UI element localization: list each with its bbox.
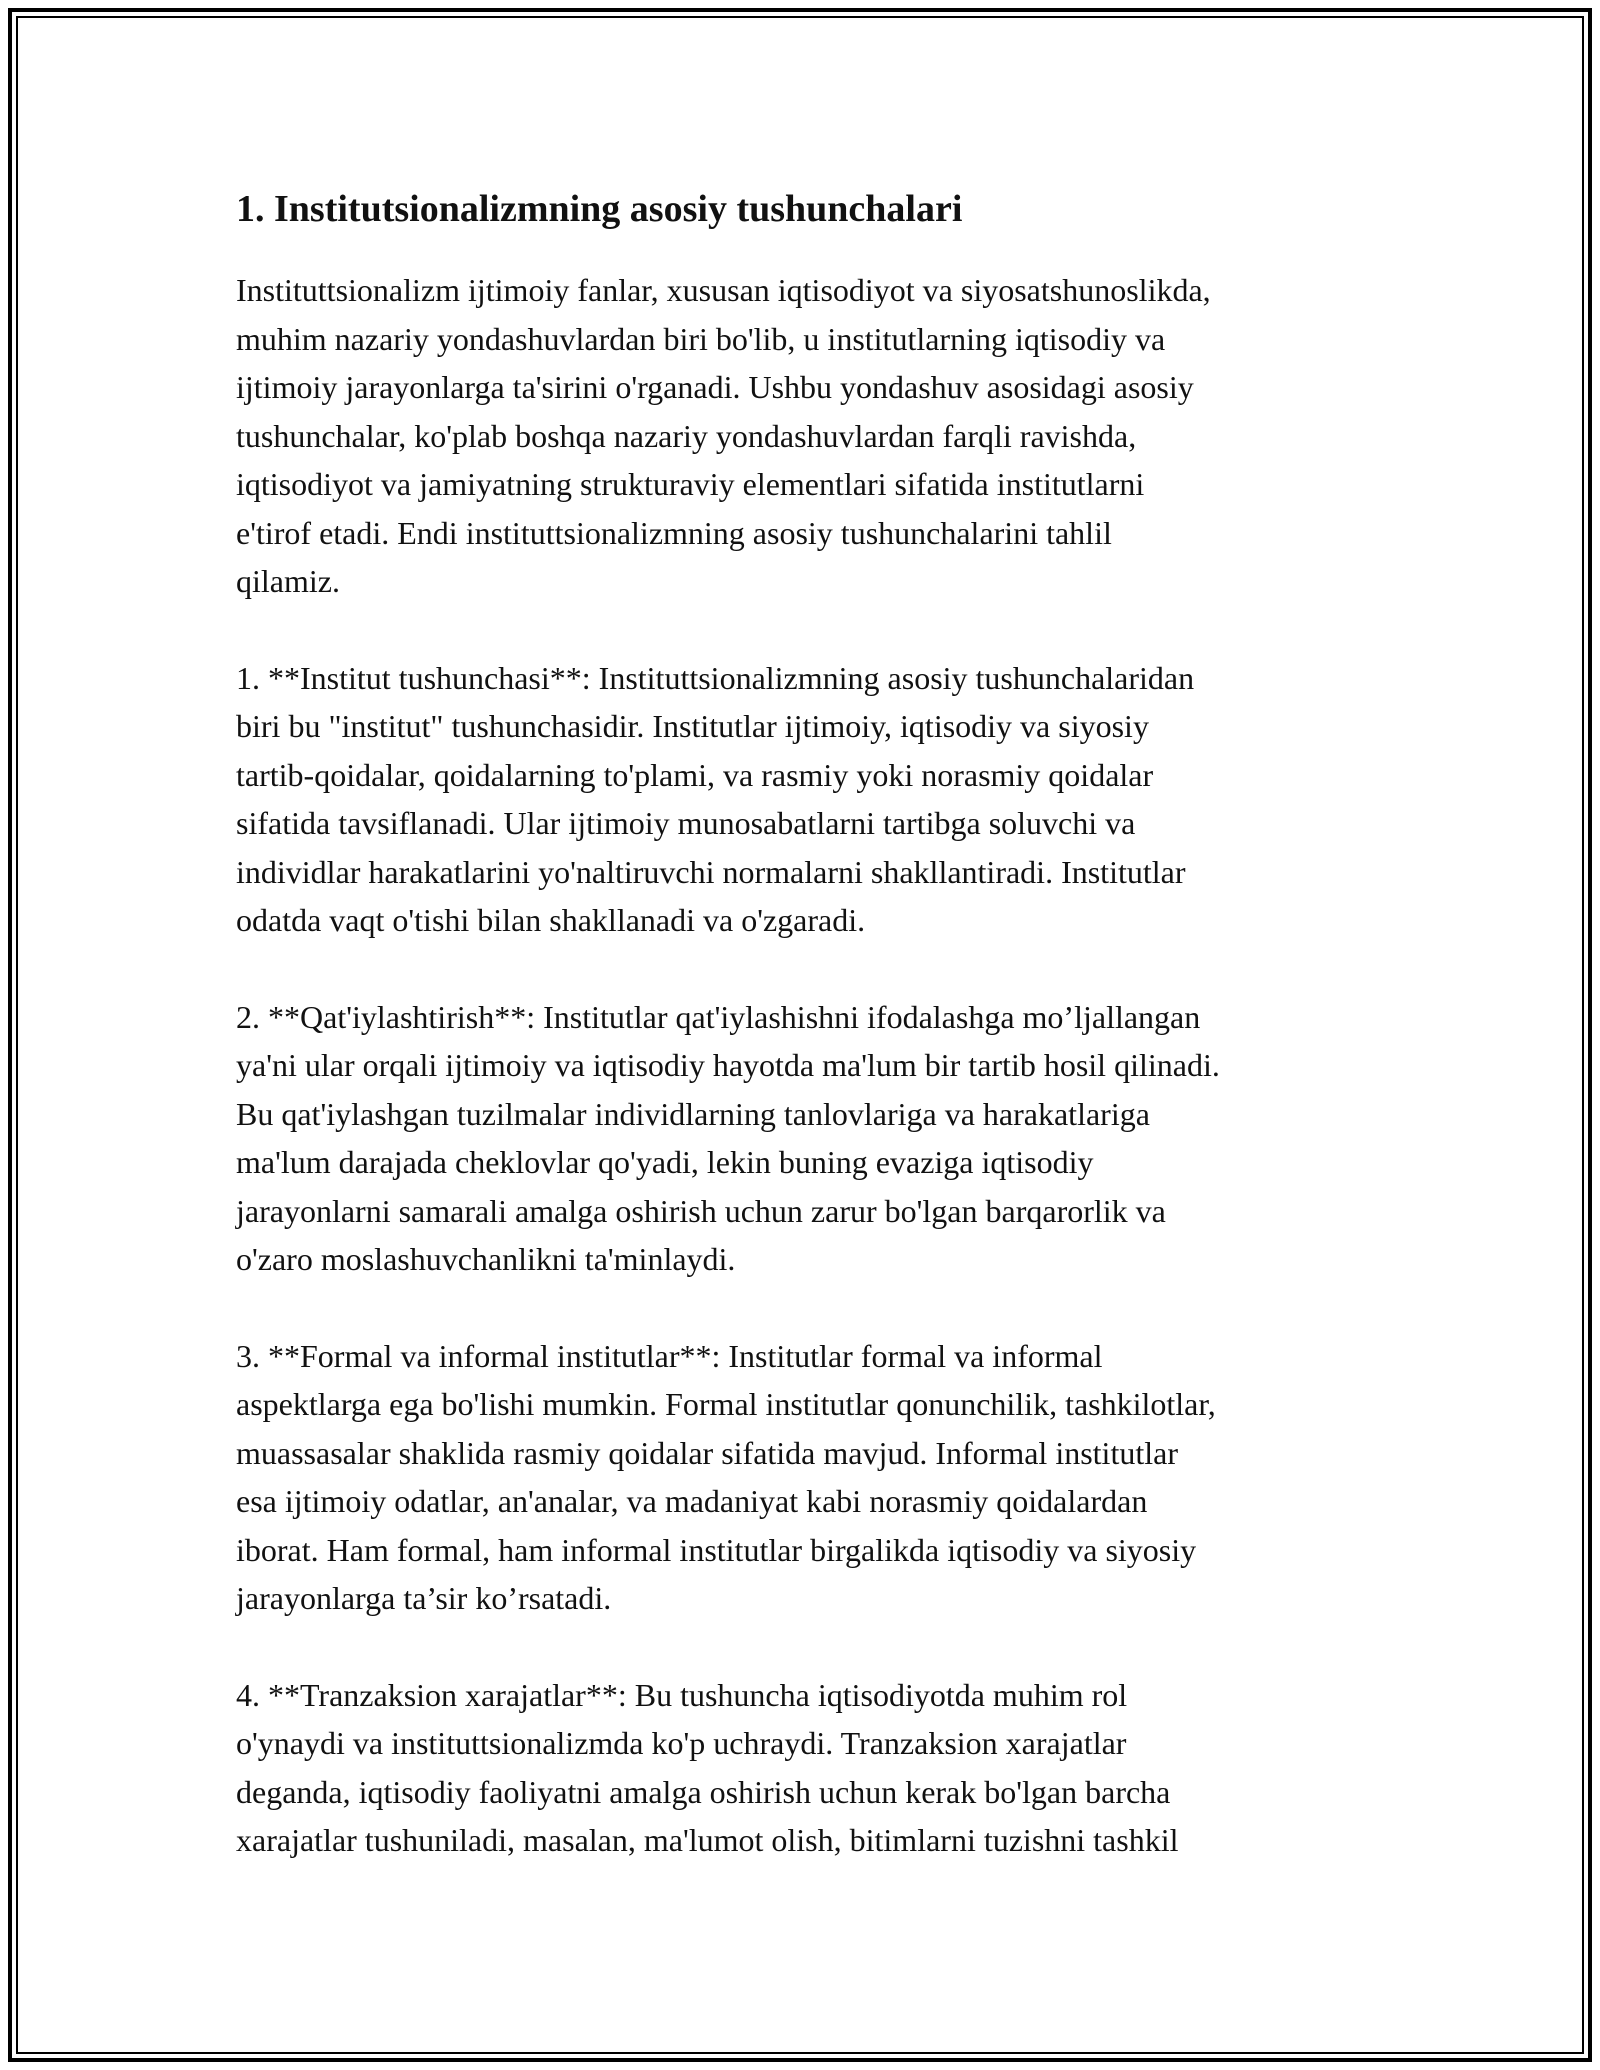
document-body [236, 186, 1376, 1913]
paragraph-tranzaksion-xarajatlar: 4. **Tranzaksion xarajatlar**: Bu tushuncha iqtisodiyotda muhim rol o'ynaydi va instituttsionalizmda ko'p uchraydi. Tranzaksion xarajatlar deganda, iqtisodiy faoliyatni amalga oshirish uchun kerak bo'lgan barcha xarajatlar tushuniladi, masalan, ma'lumot olish, bitimlarni tuzishni tashkil [236, 1676, 1179, 1858]
intro-paragraph: Instituttsionalizm ijtimoiy fanlar, xususan iqtisodiyot va siyosatshunoslikda, muhim nazariy yondashuvlardan biri bo'lib, u institutlarning iqtisodiy va ijtimoiy jarayonlarga ta'sirini o'rganadi. Ushbu yondashuv asosidagi asosiy tushunchalar, ko'plab boshqa nazariy yondashuvlardan farqli ravishda, iqtisodiyot va jamiyatning strukturaviy elementlari sifatida institutlarni e'tirof etadi. Endi instituttsionalizmning asosiy tushunchalarini tahlil qilamiz. [236, 272, 1211, 599]
paragraph-formal-informal: 3. **Formal va informal institutlar**: Institutlar formal va informal aspektlarga ega bo'lishi mumkin. Formal institutlar qonunchilik, tashkilotlar, muassasalar shaklida rasmiy qoidalar sifatida mavjud. Informal institutlar esa ijtimoiy odatlar, an'analar, va madaniyat kabi norasmiy qoidalardan iborat. Ham formal, ham informal institutlar birgalikda iqtisodiy va siyosiy jarayonlarga ta’sir ko’rsatadi. [236, 1337, 1216, 1616]
paragraph-institut-concept: 1. **Institut tushunchasi**: Instituttsionalizmning asosiy tushunchalaridan biri bu "institut" tushunchasidir. Institutlar ijtimoiy, iqtisodiy va siyosiy tartib-qoidalar, qoidalarning to'plami, va rasmiy yoki norasmiy qoidalar sifatida tavsiflanadi. Ular ijtimoiy munosabatlarni tartibga soluvchi va individlar harakatlarini yo'naltiruvchi normalarni shakllantiradi. Institutlar odatda vaqt o'tishi bilan shakllanadi va o'zgaradi. [236, 659, 1195, 938]
section-heading: 1. Institutsionalizmning asosiy tushunchalari [236, 188, 963, 230]
paragraph-qatiylashtirish: 2. **Qat'iylashtirish**: Institutlar qat'iylashishni ifodalashga mo’ljallangan ya'ni ular orqali ijtimoiy va iqtisodiy hayotda ma'lum bir tartib hosil qilinadi. Bu qat'iylashgan tuzilmalar individlarning tanlovlariga va harakatlariga ma'lum darajada cheklovlar qo'yadi, lekin buning evaziga iqtisodiy jarayonlarni samarali amalga oshirish uchun zarur bo'lgan barqarorlik va o'zaro moslashuvchanlikni ta'minlaydi. [236, 998, 1220, 1277]
